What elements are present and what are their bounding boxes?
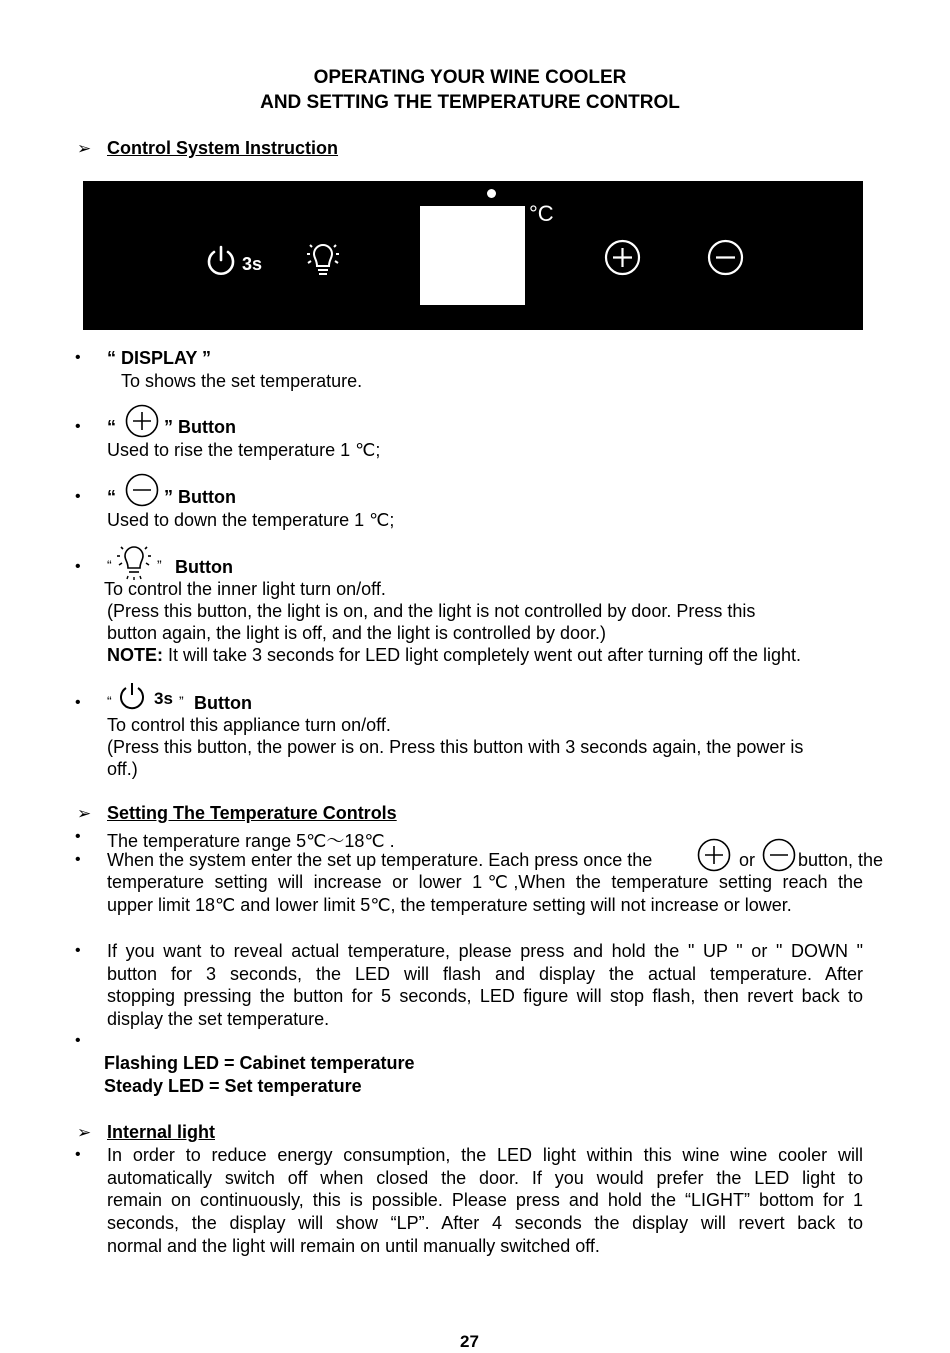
light-note bbox=[107, 645, 801, 666]
note-text: It will take 3 seconds for LED light completely went out after turning off the light. bbox=[163, 645, 801, 665]
steady-led-note: Steady LED = Set temperature bbox=[104, 1076, 362, 1096]
internal-light-line1: In order to reduce energy consumption, the LED light within this wine wine cooler will bbox=[107, 1145, 863, 1165]
arrow-bullet-icon: ➢ bbox=[77, 139, 92, 158]
section-heading-internal-light: Internal light bbox=[107, 1122, 215, 1142]
light-close-quote: ” bbox=[157, 557, 162, 573]
reveal-line1: If you want to reveal actual temperature, please press and hold the " UP " or " DOWN " bbox=[107, 941, 863, 961]
power-icon bbox=[205, 244, 237, 278]
section-heading-temperature: Setting The Temperature Controls bbox=[107, 803, 397, 823]
plus-icon bbox=[125, 404, 159, 438]
power-icon bbox=[118, 681, 146, 711]
flashing-led-note: Flashing LED = Cabinet temperature bbox=[104, 1053, 415, 1073]
note-label: NOTE: bbox=[107, 645, 163, 665]
plus-icon bbox=[697, 838, 731, 872]
bullet-icon: • bbox=[75, 558, 81, 575]
celsius-label: °C bbox=[529, 201, 554, 226]
bullet-icon: • bbox=[75, 828, 81, 845]
control-panel bbox=[83, 181, 863, 330]
power-close-quote: ” bbox=[179, 693, 184, 709]
arrow-bullet-icon: ➢ bbox=[77, 1123, 92, 1142]
display-desc: To shows the set temperature. bbox=[121, 371, 363, 391]
power-open-quote: “ bbox=[107, 693, 112, 709]
arrow-bullet-icon: ➢ bbox=[77, 804, 92, 823]
power-hold-label: 3s bbox=[154, 689, 173, 708]
bullet-icon: • bbox=[75, 1146, 81, 1163]
press-text-b: button, the bbox=[798, 850, 884, 870]
reveal-line4: display the set temperature. bbox=[107, 1009, 330, 1029]
power-line2: (Press this button, the power is on. Press this button with 3 seconds again, the power is bbox=[107, 737, 804, 757]
plus-button-label: ” Button bbox=[164, 417, 236, 437]
minus-icon bbox=[125, 473, 159, 507]
light-bulb-icon bbox=[116, 543, 152, 581]
press-line3: upper limit 18℃ and lower limit 5℃, the temperature setting will not increase or lower. bbox=[107, 895, 792, 915]
press-or: or bbox=[739, 850, 756, 870]
display-title: “ DISPLAY ” bbox=[107, 348, 212, 368]
minus-icon bbox=[707, 239, 744, 276]
internal-light-line2: automatically switch off when closed the door. If you would prefer the LED light to bbox=[107, 1168, 863, 1188]
temperature-range: The temperature range 5℃～18℃ . bbox=[107, 831, 395, 851]
internal-light-line5: normal and the light will remain on until manually switched off. bbox=[107, 1236, 600, 1256]
temperature-display bbox=[420, 206, 525, 305]
light-line1: To control the inner light turn on/off. bbox=[104, 579, 386, 599]
press-line2: temperature setting will increase or lower 1℃,When the temperature setting reach the bbox=[107, 872, 863, 892]
minus-open-quote: “ bbox=[107, 487, 116, 507]
bullet-icon: • bbox=[75, 488, 81, 505]
page-number: 27 bbox=[460, 1332, 479, 1351]
power-hold-label: 3s bbox=[242, 254, 263, 274]
reveal-line2: button for 3 seconds, the LED will flash and display the actual temperature. After bbox=[107, 964, 863, 984]
bullet-icon: • bbox=[75, 942, 81, 959]
plus-icon bbox=[604, 239, 641, 276]
page-title: OPERATING YOUR WINE COOLER bbox=[313, 67, 627, 88]
internal-light-line3: remain on continuously, this is possible. Please press and hold the “LIGHT” bottom for 1 bbox=[107, 1190, 863, 1210]
light-button-label: Button bbox=[175, 557, 233, 577]
bullet-icon: • bbox=[75, 851, 81, 868]
plus-desc: Used to rise the temperature 1 ℃; bbox=[107, 440, 381, 460]
bullet-icon: • bbox=[75, 1032, 81, 1049]
light-bulb-icon bbox=[305, 240, 341, 280]
indicator-dot bbox=[487, 189, 496, 198]
minus-button-label: ” Button bbox=[164, 487, 236, 507]
page-subtitle: AND SETTING THE TEMPERATURE CONTROL bbox=[260, 92, 680, 113]
bullet-icon: • bbox=[75, 694, 81, 711]
bullet-icon: • bbox=[75, 349, 81, 366]
section-heading-control-system: Control System Instruction bbox=[107, 138, 339, 158]
power-button-label: Button bbox=[194, 693, 252, 713]
light-line2: (Press this button, the light is on, and the light is not controlled by door. Press this bbox=[107, 601, 756, 621]
press-text-a: When the system enter the set up temperature. Each press once the bbox=[107, 850, 653, 870]
minus-desc: Used to down the temperature 1 ℃; bbox=[107, 510, 395, 530]
reveal-line3: stopping pressing the button for 5 seconds, LED figure will stop flash, then revert back to bbox=[107, 986, 863, 1006]
light-open-quote: “ bbox=[107, 557, 112, 573]
power-line1: To control this appliance turn on/off. bbox=[107, 715, 391, 735]
power-line3: off.) bbox=[107, 759, 138, 779]
minus-icon bbox=[762, 838, 796, 872]
light-line3: button again, the light is off, and the light is controlled by door.) bbox=[107, 623, 606, 643]
plus-open-quote: “ bbox=[107, 417, 116, 437]
internal-light-line4: seconds, the display will show “LP”. After 4 seconds the display will revert back to bbox=[107, 1213, 863, 1233]
bullet-icon: • bbox=[75, 418, 81, 435]
